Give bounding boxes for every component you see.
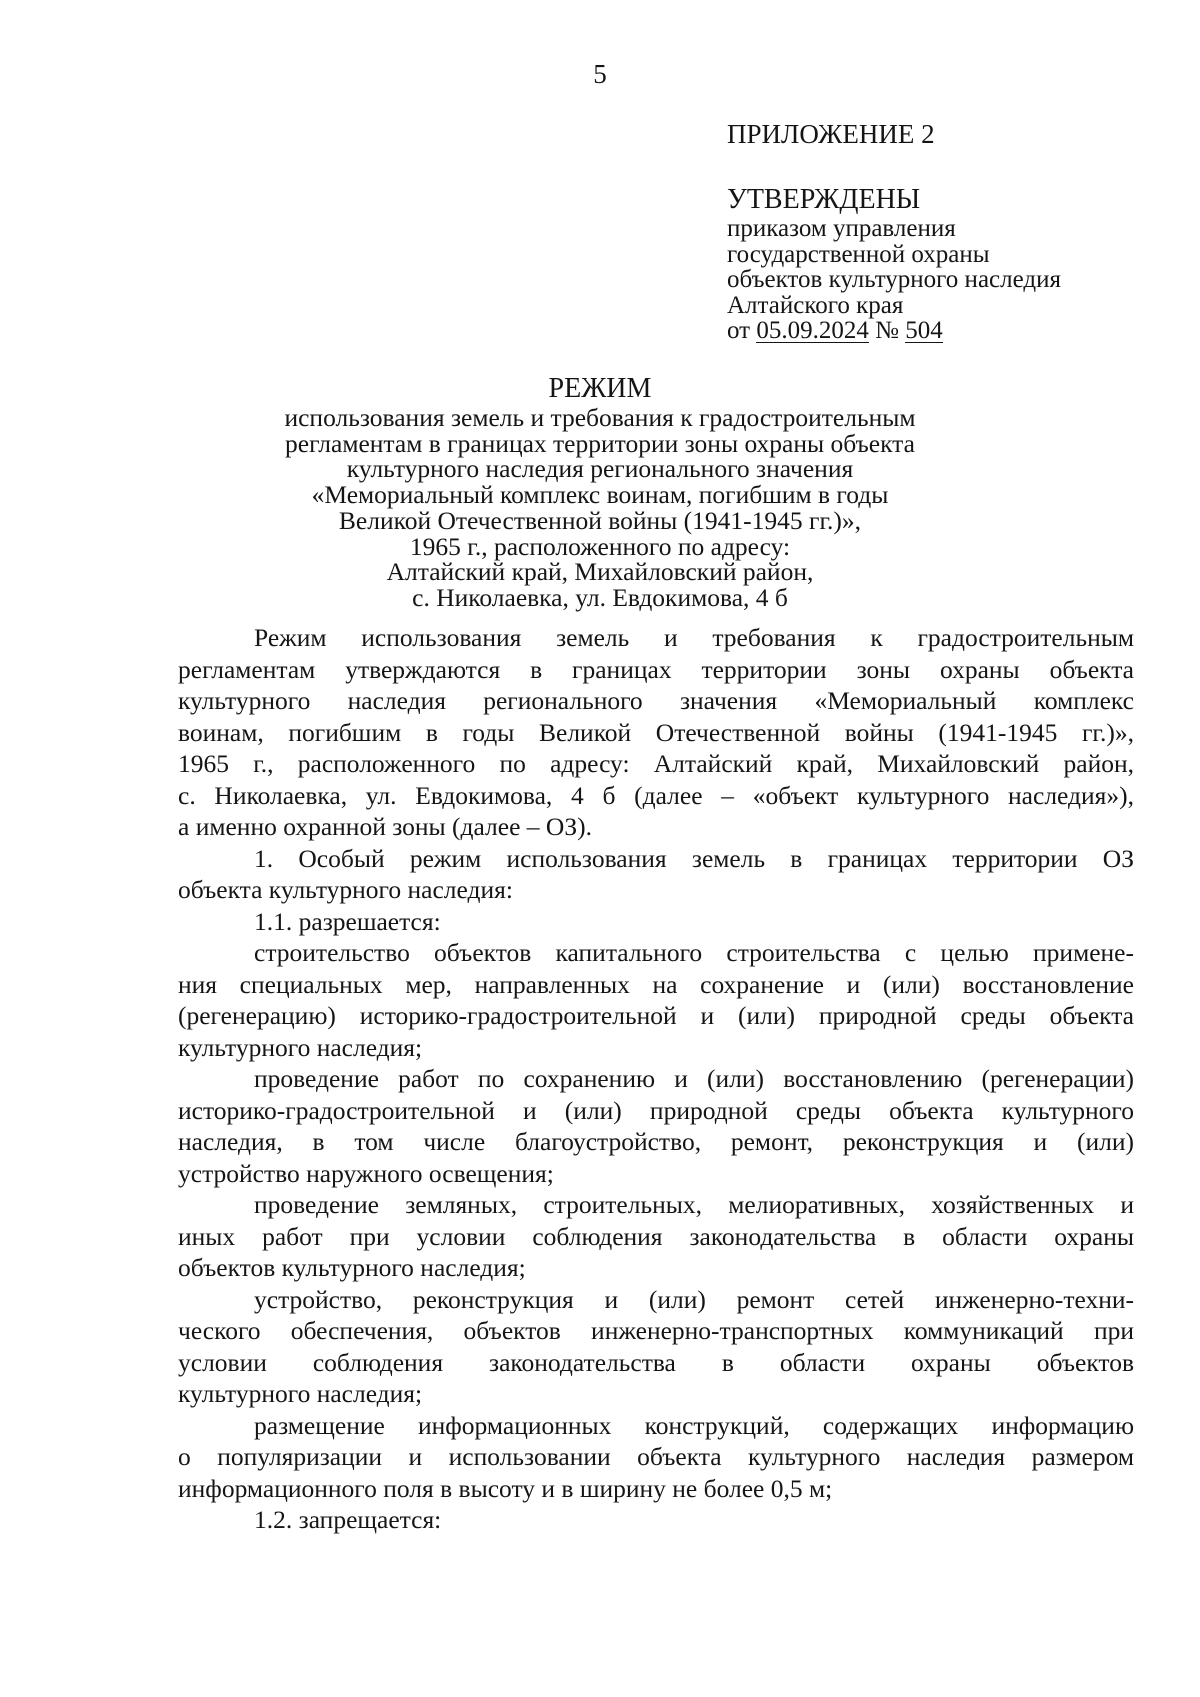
body-line: 1.1. разрешается: bbox=[254, 906, 441, 936]
body-line: регламентам утверждаются в границах территории зоны охраны объекта bbox=[178, 654, 1134, 684]
order-date: 05.09.2024 bbox=[756, 317, 869, 344]
allowed-item bbox=[178, 937, 1134, 1063]
body-line: 1. Особый режим использования земель в границах территории ОЗ bbox=[254, 843, 1134, 873]
body-line: Режим использования земель и требования к градостроительным bbox=[254, 623, 1134, 652]
allowed-item bbox=[178, 1284, 1134, 1410]
title-line: культурного наследия регионального значения bbox=[346, 454, 854, 484]
order-prefix: от bbox=[727, 317, 757, 344]
body-line: наследия, в том числе благоустройство, ремонт, реконструкция и (или) bbox=[178, 1127, 1134, 1156]
body-line: 1965 г., расположенного по адресу: Алтайский край, Михайловский район, bbox=[178, 749, 1134, 778]
body-line: ния специальных мер, направленных на сохранение и (или) восстановление bbox=[178, 969, 1134, 999]
title-line: с. Николаевка, ул. Евдокимова, 4 б bbox=[412, 582, 788, 612]
body-line: (регенерацию) историко-градостроительной и (или) природной среды объекта bbox=[178, 1001, 1134, 1030]
body-line: историко-градостроительной и (или) природной среды объекта культурного bbox=[178, 1095, 1134, 1125]
body-line: ческого обеспечения, объектов инженерно-транспортных коммуникаций при bbox=[178, 1316, 1134, 1345]
section-1-1 bbox=[178, 906, 1134, 938]
approval-line: Алтайского края bbox=[727, 291, 904, 319]
title-line: 1965 г., расположенного по адресу: bbox=[409, 531, 791, 561]
document-body bbox=[178, 622, 1134, 1536]
body-line: культурного наследия регионального значения «Мемориальный комплекс bbox=[178, 686, 1134, 715]
body-line: устройство наружного освещения; bbox=[178, 1158, 554, 1188]
title-line: регламентам в границах территории зоны охраны объекта bbox=[285, 428, 915, 458]
intro-paragraph bbox=[178, 622, 1134, 843]
order-number-sign: № bbox=[868, 317, 906, 344]
body-line: культурного наследия; bbox=[178, 1032, 423, 1062]
title-line: использования земель и требования к градостроительным bbox=[284, 403, 916, 432]
document-title bbox=[0, 372, 1200, 611]
body-line: а именно охранной зоны (далее – ОЗ). bbox=[178, 812, 592, 841]
section-1-2 bbox=[178, 1504, 1134, 1536]
body-line: объектов культурного наследия; bbox=[178, 1253, 526, 1282]
body-line: 1.2. запрещается: bbox=[254, 1505, 442, 1534]
body-line: информационного поля в высоту и в ширину не более 0,5 м; bbox=[178, 1473, 833, 1503]
title-line: «Мемориальный комплекс воинам, погибшим в годы bbox=[311, 480, 889, 510]
approval-line: государственной охраны bbox=[727, 240, 990, 268]
approval-order-line bbox=[727, 318, 1177, 344]
page-number: 5 bbox=[593, 59, 607, 89]
body-line: иных работ при условии соблюдения законодательства в области охраны bbox=[178, 1221, 1134, 1251]
title-line: Великой Отечественной войны (1941-1945 гг.)», bbox=[338, 505, 862, 535]
body-line: культурного наследия; bbox=[178, 1379, 423, 1408]
body-line: объекта культурного наследия: bbox=[178, 875, 513, 904]
title-line: Алтайский край, Михайловский район, bbox=[386, 557, 814, 587]
body-line: воинам, погибшим в годы Великой Отечественной войны (1941-1945 гг.)», bbox=[178, 717, 1134, 747]
body-line: условии соблюдения законодательства в области охраны объектов bbox=[178, 1347, 1134, 1377]
allowed-item bbox=[178, 1410, 1134, 1505]
body-line: с. Николаевка, ул. Евдокимова, 4 б (далее – «объект культурного наследия»), bbox=[178, 780, 1134, 810]
body-line: устройство, реконструкция и (или) ремонт сетей инженерно-техни- bbox=[254, 1284, 1134, 1314]
annex-label: ПРИЛОЖЕНИЕ 2 bbox=[727, 119, 935, 149]
approval-line: приказом управления bbox=[727, 215, 956, 242]
approval-line: объектов культурного наследия bbox=[727, 266, 1061, 293]
body-line: проведение земляных, строительных, мелиоративных, хозяйственных и bbox=[254, 1190, 1134, 1219]
body-line: размещение информационных конструкций, содержащих информацию bbox=[254, 1410, 1134, 1440]
order-number: 504 bbox=[905, 317, 943, 344]
approval-block bbox=[727, 183, 1177, 344]
body-line: проведение работ по сохранению и (или) восстановлению (регенерации) bbox=[254, 1064, 1134, 1093]
allowed-item bbox=[178, 1063, 1134, 1189]
body-line: строительство объектов капитального строительства с целью примене- bbox=[254, 938, 1134, 967]
section-1 bbox=[178, 843, 1134, 906]
approval-title: УТВЕРЖДЕНЫ bbox=[727, 184, 921, 215]
body-line: о популяризации и использовании объекта культурного наследия размером bbox=[178, 1442, 1134, 1471]
title-heading: РЕЖИМ bbox=[548, 373, 652, 404]
allowed-item bbox=[178, 1189, 1134, 1284]
